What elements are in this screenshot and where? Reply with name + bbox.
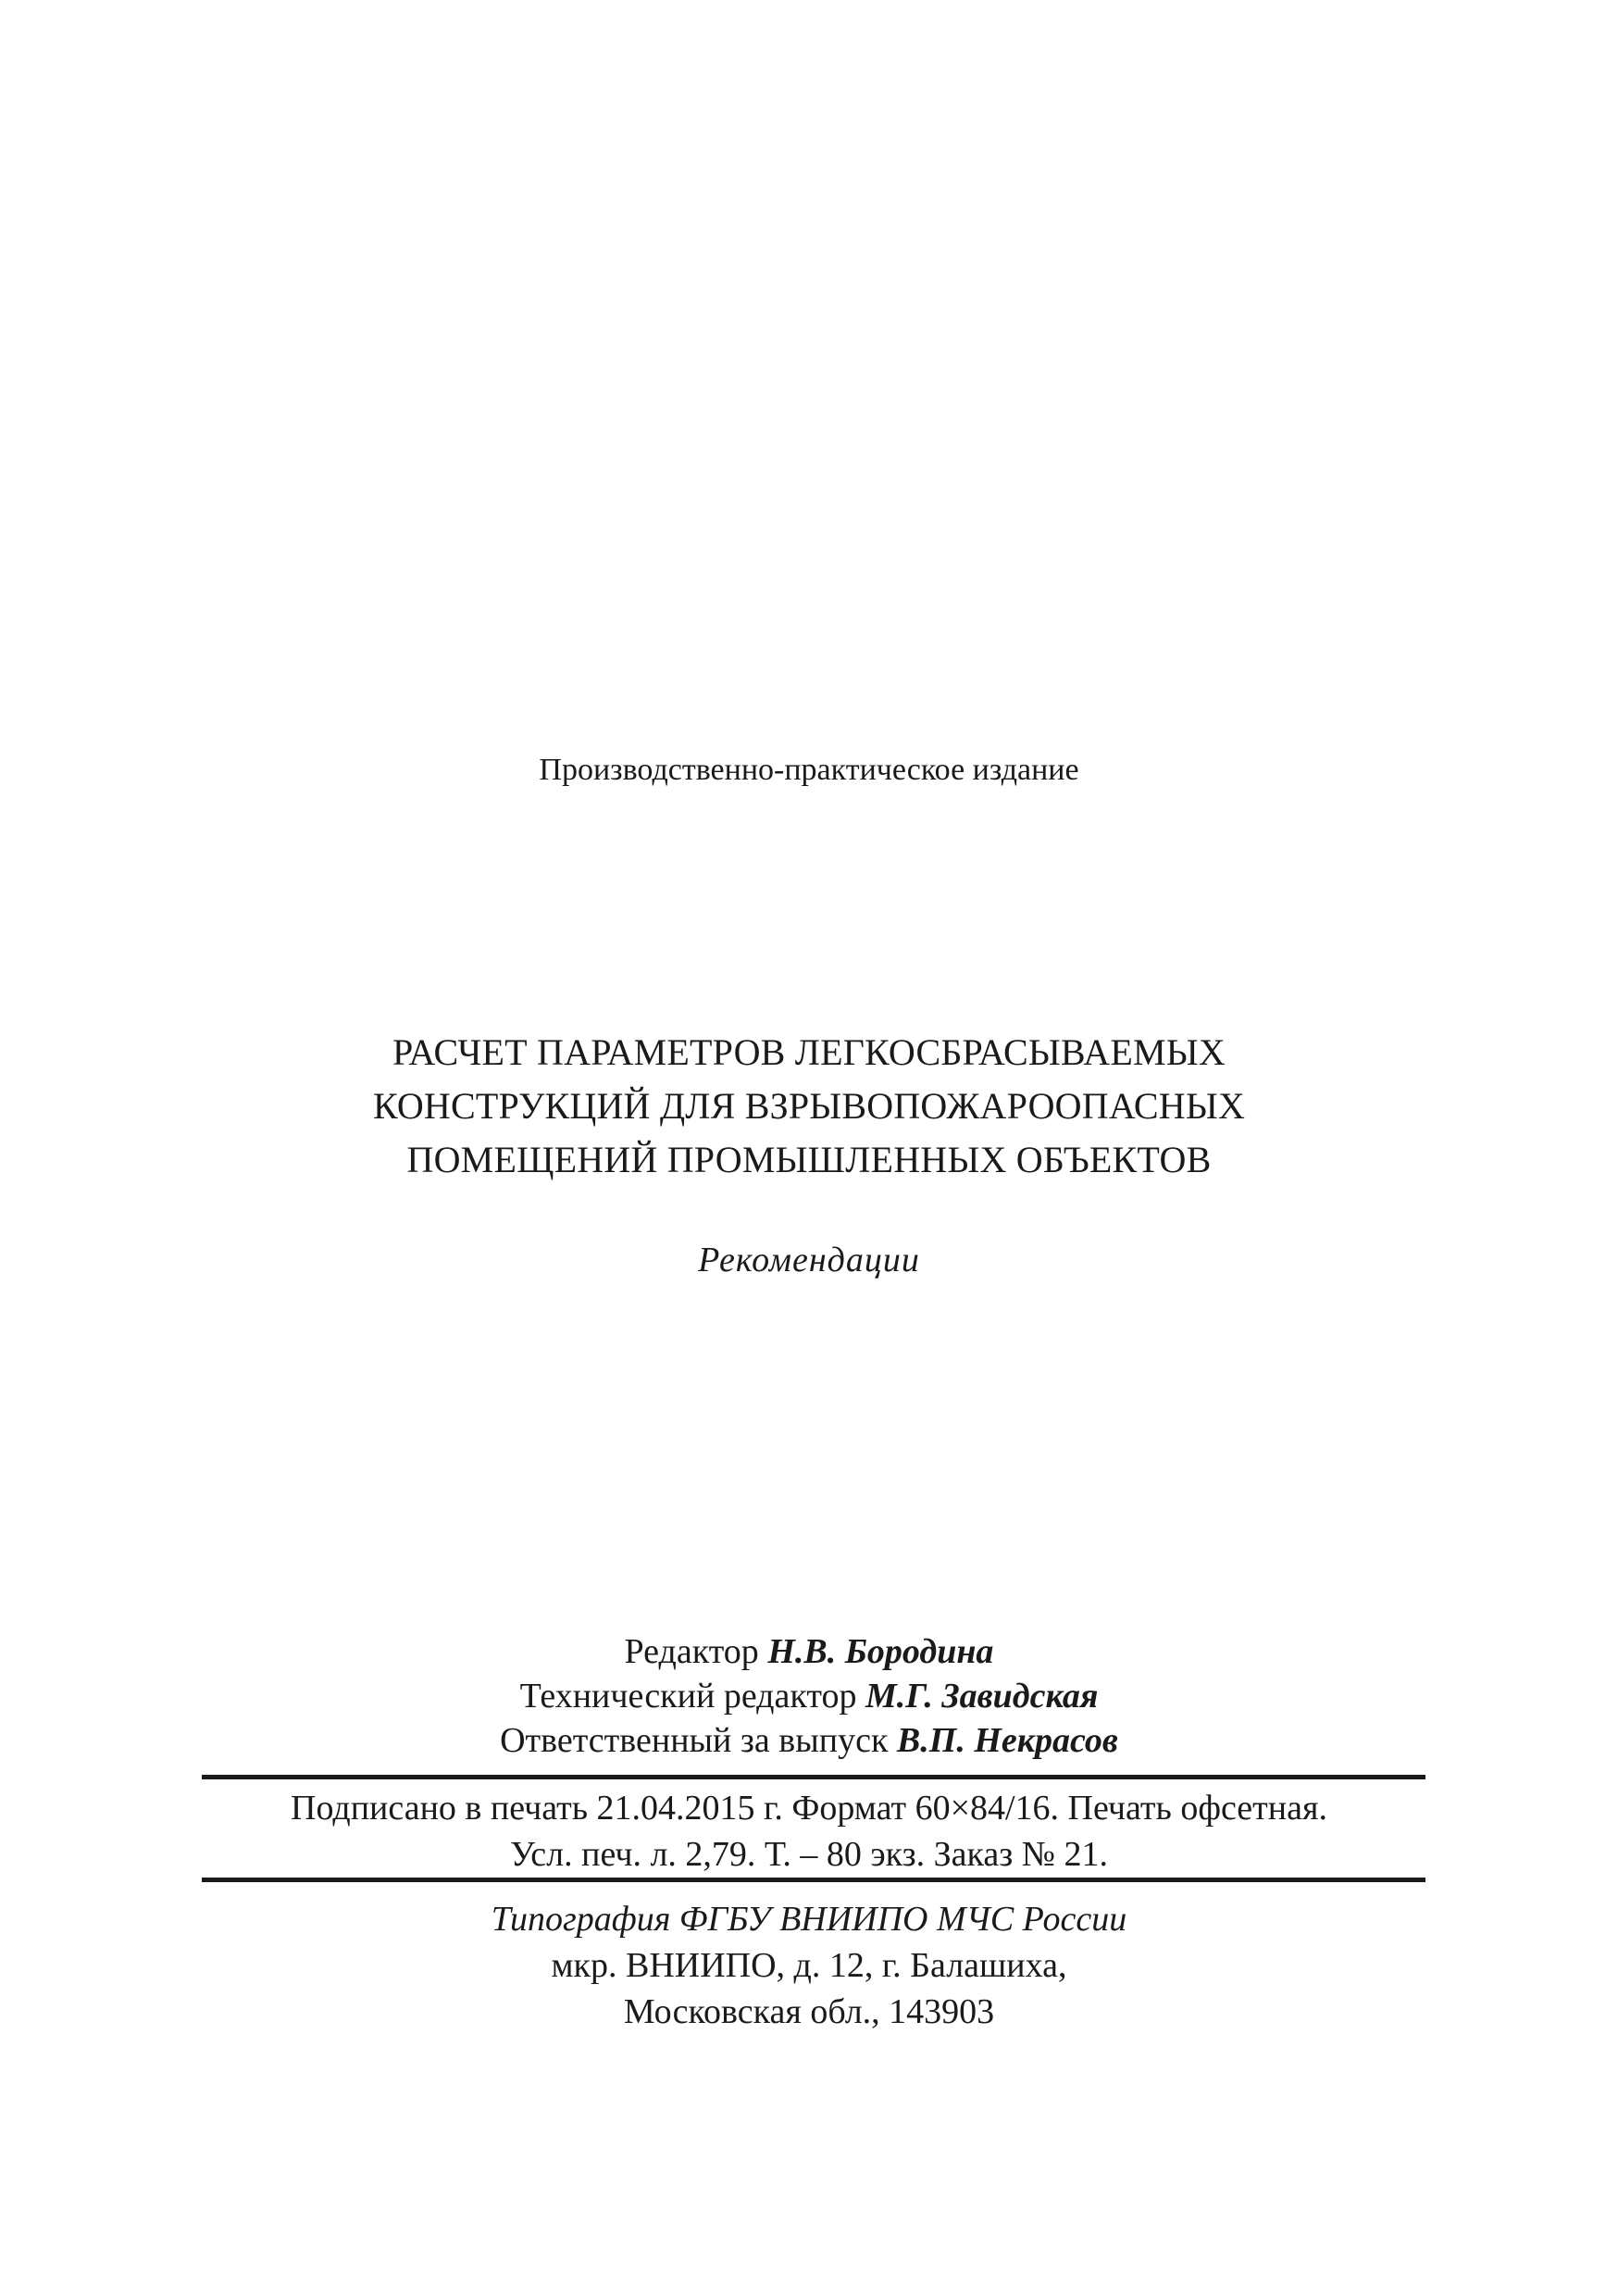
title-line-3: ПОМЕЩЕНИЙ ПРОМЫШЛЕННЫХ ОБЪЕКТОВ xyxy=(406,1139,1212,1180)
print-info-line-1: Подписано в печать 21.04.2015 г. Формат 60×84/16. Печать офсетная. xyxy=(291,1789,1327,1828)
printer-name: Типография ФГБУ ВНИИПО МЧС России xyxy=(491,1900,1127,1939)
print-info xyxy=(0,1785,1618,1878)
printer-address-line-1: мкр. ВНИИПО, д. 12, г. Балашиха, xyxy=(551,1946,1067,1985)
credits-block xyxy=(0,1629,1618,1763)
credit-technical-editor xyxy=(0,1674,1618,1718)
credit-responsible xyxy=(0,1718,1618,1763)
print-info-line-2: Усл. печ. л. 2,79. Т. – 80 экз. Заказ № 21. xyxy=(509,1835,1109,1874)
credit-name: В.П. Некрасов xyxy=(896,1721,1118,1760)
divider-top xyxy=(202,1775,1425,1779)
edition-type: Производственно-практическое издание xyxy=(539,753,1079,787)
credit-editor xyxy=(0,1629,1618,1674)
divider-bottom xyxy=(202,1878,1425,1882)
document-subtitle: Рекомендации xyxy=(698,1241,920,1279)
credit-name: М.Г. Завидская xyxy=(865,1677,1099,1716)
credit-role: Технический редактор xyxy=(519,1677,857,1716)
title-line-1: РАСЧЕТ ПАРАМЕТРОВ ЛЕГКОСБРАСЫВАЕМЫХ xyxy=(392,1031,1226,1073)
credit-name: Н.В. Бородина xyxy=(767,1632,994,1671)
title-line-2: КОНСТРУКЦИЙ ДЛЯ ВЗРЫВОПОЖАРООПАСНЫХ xyxy=(372,1085,1246,1127)
document-title xyxy=(0,1026,1618,1187)
printer-address-line-2: Московская обл., 143903 xyxy=(623,1992,995,2031)
credit-role: Ответственный за выпуск xyxy=(500,1721,889,1760)
credit-role: Редактор xyxy=(624,1632,759,1671)
printer-info xyxy=(0,1896,1618,2035)
